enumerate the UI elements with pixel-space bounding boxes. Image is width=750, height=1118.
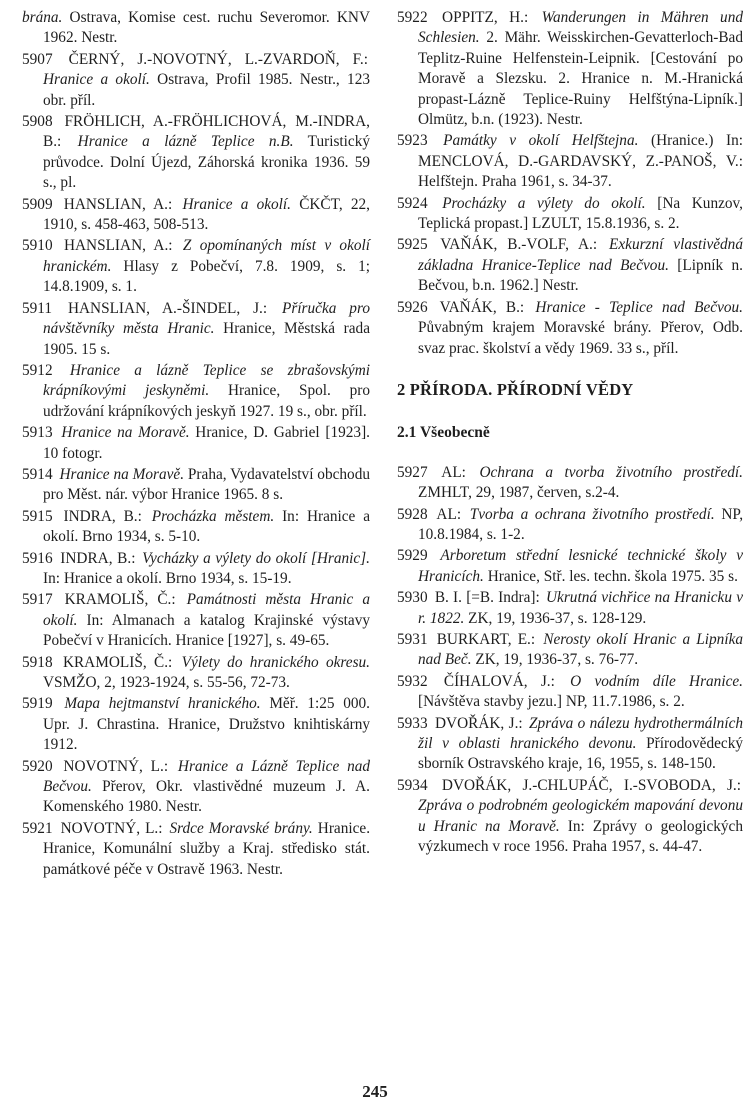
bibliography-entry	[397, 714, 743, 775]
entry-author: INDRA, B.:	[60, 549, 136, 567]
entry-title: Exkurzní vlastivědná základna Hranice-Teplice nad Bečvou.	[418, 236, 743, 274]
entry-number: 5934	[397, 776, 428, 794]
entry-details: ZK, 19, 1936-37, s. 76-77.	[475, 651, 639, 669]
entry-details: [Návštěva stavby jezu.] NP, 11.7.1986, s. 2.	[418, 693, 685, 711]
bibliography-entry	[397, 505, 743, 546]
entry-details: Přerov, Okr. vlastivědné muzeum J. A. Komenského 1980. Nestr.	[43, 778, 370, 816]
entry-title: Hranice - Teplice nad Bečvou.	[535, 298, 743, 316]
entry-details: Půvabným krajem Moravské brány. Přerov, Odb. svaz prac. školství a vědy 1969. 33 s., příl.	[418, 319, 743, 357]
entry-title: Zpráva o nálezu hydrothermálních žil v oblasti hranického devonu.	[418, 714, 744, 752]
entry-author: INDRA, B.:	[63, 507, 142, 525]
entry-details: VSMŽO, 2, 1923-1924, s. 55-56, 72-73.	[43, 674, 290, 691]
bibliography-entry	[397, 298, 743, 359]
entry-details: In: Hranice a okolí. Brno 1934, s. 15-19.	[43, 569, 292, 587]
entry-author: NOVOTNÝ, L.:	[63, 757, 169, 775]
entry-number: 5921	[22, 819, 53, 837]
entry-number: 5913	[22, 424, 53, 442]
entry-details: [Na Kunzov, Teplická propast.] LZULT, 15.8.1936, s. 2.	[418, 194, 744, 233]
bibliography-entry	[22, 590, 370, 651]
entry-title: Hranice na Moravě.	[59, 465, 185, 483]
entry-title: Srdce Moravské brány.	[169, 819, 313, 837]
entry-title: Mapa hejtmanství hranického.	[64, 695, 261, 713]
entry-number: 5917	[22, 591, 53, 609]
entry-number: 5932	[397, 672, 428, 690]
bibliography-entry	[22, 361, 370, 422]
bibliography-entry	[22, 757, 370, 818]
entry-author: DVOŘÁK, J.-CHLUPÁČ, I.-SVOBODA, J.:	[441, 776, 741, 794]
entry-title: Procházky a výlety do okolí.	[442, 194, 646, 212]
entry-title: Hranice na Moravě.	[61, 424, 190, 442]
right-column-entries-2	[397, 463, 743, 858]
entry-author: BURKART, E.:	[436, 630, 536, 648]
entry-author: HANSLIAN, A.:	[63, 237, 173, 255]
entry-details: ZMHLT, 29, 1987, červen, s.2-4.	[418, 484, 620, 502]
entry-author: ČÍHALOVÁ, J.:	[443, 672, 555, 690]
bibliography-entry	[397, 8, 743, 130]
entry-title: Ukrutná vichřice na Hranicku v r. 1822.	[418, 589, 743, 627]
entry-author: KRAMOLIŠ, Č.:	[62, 653, 173, 671]
entry-title: Hranice a lázně Teplice n.B.	[77, 133, 294, 151]
entry-author: DVOŘÁK, J.:	[434, 714, 523, 732]
entry-details: [Lipník n. Bečvou, b.n. 1962.] Nestr.	[418, 256, 743, 295]
right-column	[397, 8, 743, 858]
section-heading: 2 PŘÍRODA. PŘÍRODNÍ VĚDY	[397, 379, 634, 399]
entry-author: VAŇÁK, B.:	[439, 298, 525, 316]
bibliography-entry	[397, 463, 743, 504]
entry-number: 5918	[22, 653, 53, 671]
bibliography-entry	[22, 299, 370, 360]
entry-author: B. I. [=B. Indra]:	[434, 589, 540, 607]
bibliography-entry	[397, 131, 743, 192]
entry-title: Vycházky a výlety do okolí [Hranic].	[142, 549, 370, 567]
entry-author: ČERNÝ, J.-NOVOTNÝ, L.-ZVARDOŇ, F.:	[68, 50, 368, 68]
entry-number: 5912	[22, 361, 53, 379]
entry-number: 5933	[397, 714, 428, 732]
bibliography-entry	[397, 630, 743, 671]
bibliography-entry	[397, 776, 743, 858]
entry-author: AL:	[441, 463, 466, 481]
bibliography-entry	[22, 195, 370, 236]
entry-number: 5926	[397, 298, 428, 316]
entry-title: Zpráva o podrobném geologickém mapování devonu u Hranic na Moravě.	[418, 797, 743, 835]
entry-title: Výlety do hranického okresu.	[181, 653, 370, 671]
entry-details: NP, 10.8.1984, s. 1-2.	[418, 505, 744, 543]
entry-number: 5919	[22, 695, 53, 713]
entry-details: 2. Mähr. Weisskirchen-Gevatterloch-Bad Teplitz-Ruine Helfenstein-Leipnik. [Cestování po Moravě a Slezsku. 2. Hranice n. M.-Hranická propast-Lázně Teplice-Ruiny Helfštýna-Lipník.] Olmütz, b.n. (1923). Nestr.	[418, 29, 743, 129]
entry-details: In: Almanach a katalog Krajinské výstavy Pobečví v Hranicích. Hranice [1927], s. 49-65.	[43, 611, 371, 650]
entry-title: Arboretum střední lesnické technické školy v Hranicích.	[418, 547, 743, 585]
bibliography-entry	[22, 50, 370, 111]
entry-details: Hranice. Hranice, Komunální služby a Kraj. středisko stát. památkové péče v Ostravě 1963. Nestr.	[43, 819, 371, 878]
entry-number: 5922	[397, 9, 428, 26]
bibliography-entry	[22, 236, 370, 297]
entry-title: Hranice a okolí.	[182, 195, 291, 213]
entry-author: KRAMOLIŠ, Č.:	[64, 591, 176, 609]
entry-title: brána.	[22, 9, 63, 26]
entry-details: (Hranice.) In: MENCLOVÁ, D.-GARDAVSKÝ, Z.-PANOŠ, V.: Helfštejn. Praha 1961, s. 34-37.	[418, 132, 743, 191]
entry-number: 5925	[397, 236, 428, 254]
entry-details: Přírodovědecký sborník Ostravského kraje, 16, 1955, s. 148-150.	[418, 735, 743, 773]
entry-title: Procházka městem.	[151, 507, 275, 525]
entry-details: ZK, 19, 1936-37, s. 128-129.	[468, 609, 647, 627]
entry-number: 5927	[397, 463, 428, 481]
entry-title: Hranice a Lázně Teplice nad Bečvou.	[43, 757, 371, 796]
bibliography-entry	[397, 194, 743, 235]
entry-author: HANSLIAN, A.:	[63, 195, 173, 213]
entry-author: FRÖHLICH, A.-FRÖHLICHOVÁ, M.-INDRA, B.:	[43, 113, 371, 151]
entry-details: Hranice, Městská rada 1905. 15 s.	[43, 320, 370, 358]
left-column	[22, 8, 370, 881]
entry-details: ČKČT, 22, 1910, s. 458-463, 508-513.	[43, 195, 370, 234]
entry-number: 5924	[397, 194, 428, 212]
page-number: 245	[362, 1082, 388, 1101]
entry-title: Z opomínaných míst v okolí hranickém.	[43, 237, 371, 275]
entry-number: 5920	[22, 757, 53, 775]
bibliography-entry	[22, 694, 370, 755]
bibliography-entry	[22, 465, 370, 506]
right-column-entries	[397, 8, 743, 359]
entry-title: Ochrana a tvorba životního prostředí.	[479, 463, 743, 481]
entry-title: Nerosty okolí Hranic a Lipníka nad Beč.	[418, 630, 744, 669]
entry-number: 5909	[22, 195, 53, 213]
entry-details: Hranice, Stř. les. techn. škola 1975. 35 s.	[487, 567, 738, 585]
bibliography-entry	[22, 819, 370, 880]
entry-title: Tvorba a ochrana životního prostředí.	[469, 505, 715, 523]
entry-details: Ostrava, Profil 1985. Nestr., 123 obr. příl.	[43, 71, 370, 109]
entry-author: OPPITZ, H.:	[442, 9, 529, 26]
entry-number: 5923	[397, 132, 428, 150]
entry-details: In: Hranice a okolí. Brno 1934, s. 5-10.	[43, 507, 371, 546]
entry-title: Hranice a okolí.	[43, 71, 150, 89]
entry-details: Turistický průvodce. Dolní Újezd, Záhorská kronika 1936. 59 s., pl.	[43, 133, 370, 192]
entry-author: VAŇÁK, B.-VOLF, A.:	[440, 236, 598, 254]
entry-number: 5916	[22, 549, 53, 567]
entry-number: 5930	[397, 589, 428, 607]
entry-number: 5928	[397, 505, 428, 523]
bibliography-entry	[397, 672, 743, 713]
bibliography-entry	[22, 549, 370, 590]
entry-title: Památky v okolí Helfštejna.	[443, 132, 639, 150]
bibliography-entry	[22, 112, 370, 194]
entry-details: Hranice, Spol. pro udržování krápníkových jeskyň 1927. 19 s., obr. příl.	[43, 382, 370, 420]
bibliography-entry	[22, 8, 370, 49]
entry-author: AL:	[436, 505, 462, 523]
entry-number: 5915	[22, 507, 53, 525]
bibliography-entry	[22, 423, 370, 464]
entry-number: 5911	[22, 299, 53, 317]
entry-number: 5914	[22, 465, 53, 483]
entry-details: Měř. 1:25 000. Upr. J. Chrastina. Hranice, Družstvo knihtiskárny 1912.	[43, 695, 371, 754]
entry-author: NOVOTNÝ, L.:	[60, 819, 163, 837]
subsection-heading: 2.1 Všeobecně	[397, 424, 490, 442]
entry-number: 5908	[22, 113, 53, 131]
entry-title: O vodním díle Hranice.	[570, 672, 743, 690]
entry-number: 5910	[22, 237, 53, 255]
bibliography-entry	[22, 507, 370, 548]
bibliography-entry	[397, 235, 743, 296]
entry-details: Hlasy z Pobečví, 7.8. 1909, s. 1; 14.8.1909, s. 1.	[43, 257, 370, 296]
entry-details: Ostrava, Komise cest. ruchu Severomor. KNV 1962. Nestr.	[43, 9, 371, 47]
bibliography-entry	[22, 653, 370, 694]
entry-number: 5931	[397, 630, 428, 648]
bibliography-entry	[397, 588, 743, 629]
entry-title: Památnosti města Hranic a okolí.	[43, 591, 370, 629]
entry-number: 5907	[22, 50, 53, 68]
entry-title: Wanderungen in Mähren und Schlesien.	[418, 9, 743, 47]
entry-title: Příručka pro návštěvníky města Hranic.	[43, 299, 370, 338]
entry-details: Praha, Vydavatelství obchodu pro Měst. nár. výbor Hranice 1965. 8 s.	[43, 465, 370, 504]
entry-details: In: Zprávy o geologických výzkumech v roce 1956. Praha 1957, s. 44-47.	[418, 817, 743, 856]
bibliography-entry	[397, 546, 743, 587]
entry-details: Hranice, D. Gabriel [1923]. 10 fotogr.	[43, 424, 370, 462]
entry-author: HANSLIAN, A.-ŠINDEL, J.:	[67, 299, 268, 317]
entry-title: Hranice a lázně Teplice se zbrašovskými krápníkovými jeskyněmi.	[43, 361, 370, 400]
entry-number: 5929	[397, 547, 428, 565]
